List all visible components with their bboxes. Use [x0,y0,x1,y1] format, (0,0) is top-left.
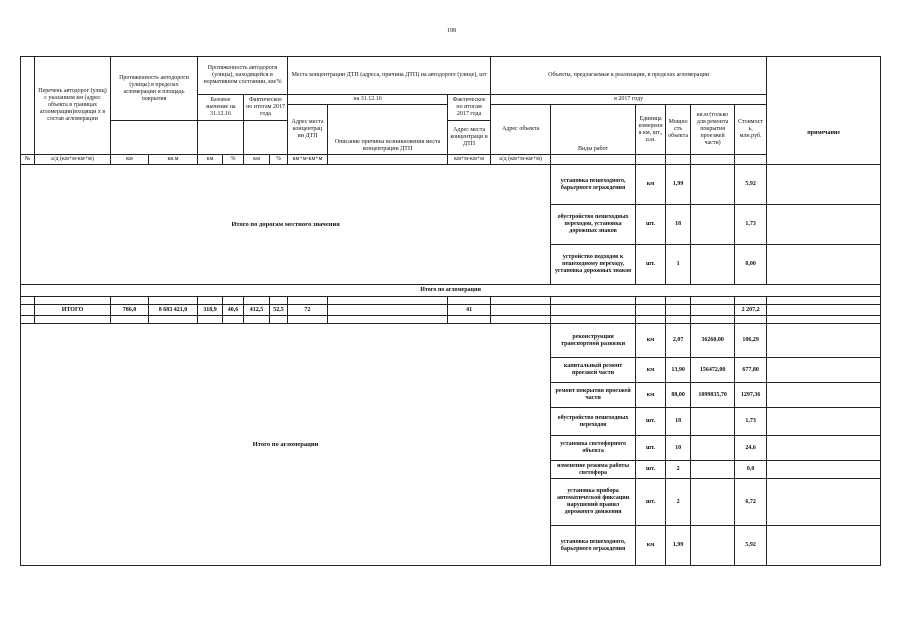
unit-cell: км [636,526,666,566]
local-roads-label: Итого по дорогам местного значения [21,165,551,285]
header-unit: Единица измерени я км, шт., п.м. [636,105,666,155]
area-cell: 1099835,70 [691,383,735,408]
work-type-cell: установка пешеходного, барьерного ограждения [551,526,636,566]
total-cost: 2 207,2 [735,305,767,316]
cost-cell: 1,73 [735,205,767,245]
area-cell [691,479,735,526]
cost-cell: 5,92 [735,526,767,566]
header-dtp-address2: Адрес места концентраци и ДТП [448,121,491,155]
qty-cell: 88,00 [666,383,691,408]
header-on-date: на 31.12.16 [288,95,448,105]
work-type-cell: обустройство пешеходных переходов [551,408,636,436]
unit-cell: шт. [636,205,666,245]
work-type-cell: капитальный ремонт проезжей части [551,358,636,383]
cost-cell: 677,80 [735,358,767,383]
qty-cell: 1 [666,245,691,285]
cost-cell: 24,6 [735,436,767,461]
unit-cell: км [636,383,666,408]
header-dtp-description: Описание причины возникновения места концентрации ДТП [328,105,448,155]
report-table-sheet [20,56,880,566]
work-type-cell: устройство подходов к пешеходному переходу, установка дорожных знаков [551,245,636,285]
area-cell [691,436,735,461]
header-normative-group: Протяженность автодороги (улицы), находящейся в нормативном состоянии, км/% [198,57,288,95]
unit-km: км [111,155,149,165]
unit-kmm2: км+м-км+м [448,155,491,165]
header-base-value: Базовое значение на 31.12.16 [198,95,244,121]
page-number: 198 [447,28,456,34]
unit-cell: шт. [636,479,666,526]
cost-cell: 1297,36 [735,383,767,408]
table-row [21,324,881,358]
qty-cell: 18 [666,205,691,245]
header-dtp-group: Места концентрации ДТП (адреса, причина ДТП) на автодороге (улице), шт [288,57,491,95]
header-road-list: Перечень автодорог (улиц) с указанием км (адрес объекта в границах агломерации)входящи х в состав агломерации [35,57,111,155]
area-cell [691,408,735,436]
area-cell [691,526,735,566]
qty-cell: 1,99 [666,165,691,205]
total-label: ИТОГО [35,305,111,316]
report-table [20,56,881,566]
work-type-cell: установка пешеходного, барьерного ограждения [551,165,636,205]
qty-cell: 2 [666,479,691,526]
qty-cell: 2 [666,461,691,479]
unit-kvm: кв.м [149,155,198,165]
work-type-cell: установка прибора автоматической фиксации нарушений правил дорожного движения [551,479,636,526]
unit-km-fact: км [244,155,270,165]
work-type-cell: реконструкция транспортной развязки [551,324,636,358]
total-dtp-fact: 41 [448,305,491,316]
unit-cell: км [636,324,666,358]
area-cell [691,165,735,205]
area-cell [691,245,735,285]
qty-cell: 1,99 [666,526,691,566]
header-num: № [21,155,35,165]
unit-cell: км [636,358,666,383]
total-base-pct: 40,6 [223,305,244,316]
cost-cell: 6,72 [735,479,767,526]
total-dtp-base: 72 [288,305,328,316]
cost-cell: 0,0 [735,461,767,479]
header-actual-2017: Фактическое по итогам 2017 года [448,95,491,121]
header-note: примечание [767,57,881,165]
unit-ad2: а/д (км+м-км+м) [491,155,551,165]
agglomeration-total-label: Итого по агломерации [21,324,551,566]
agglomeration-section-title: Итого по агломерации [21,285,881,297]
table-row [21,165,881,205]
cost-cell: 186,29 [735,324,767,358]
qty-cell: 2,07 [666,324,691,358]
total-length: 786,0 [111,305,149,316]
header-length-group: Протяженность автодороги (улицы) в пределах агломерации и площадь покрытия [111,57,198,121]
work-type-cell: обустройство пешеходных переходов, установка дорожных знаков [551,205,636,245]
header-actual-value: Фактическое по итогам 2017 года [244,95,288,121]
header-km-repair: кв.м (только для ремонта покрытия проезжей части) [691,105,735,155]
area-cell: 36260,00 [691,324,735,358]
unit-cell: шт. [636,245,666,285]
header-object-address: Адрес объекта [491,105,551,155]
cost-cell: 5,92 [735,165,767,205]
unit-cell: шт. [636,408,666,436]
unit-pct-base: % [223,155,244,165]
header-work-type: Виды работ [551,105,636,155]
work-type-cell: установка светофорного объекта [551,436,636,461]
unit-cell: шт. [636,436,666,461]
total-base-km: 318,9 [198,305,223,316]
unit-ad: а/д (км+м-км+м) [35,155,111,165]
header-objects-group: Объекты, предлагаемые к реализации, в пределах агломерации [491,57,767,95]
unit-km-base: км [198,155,223,165]
header-dtp-address: Адрес места концентрац ии ДТП [288,105,328,155]
unit-pct-fact: % [270,155,288,165]
header-capacity: Мощно сть объекта [666,105,691,155]
work-type-cell: изменение режима работы светофора [551,461,636,479]
total-fact-pct: 52,5 [270,305,288,316]
qty-cell: 10 [666,436,691,461]
header-year-2017: в 2017 году [491,95,767,105]
cost-cell: 0,00 [735,245,767,285]
total-area: 8 683 421,0 [149,305,198,316]
header-cost: Стоимост ь, млн.руб. [735,105,767,155]
total-row [21,305,881,316]
unit-kmm: км+м-км+м [288,155,328,165]
qty-cell: 18 [666,408,691,436]
work-type-cell: ремонт покрытия проезжей части [551,383,636,408]
unit-cell: шт. [636,461,666,479]
total-fact-km: 412,5 [244,305,270,316]
area-cell [691,461,735,479]
unit-cell: км [636,165,666,205]
cost-cell: 1,73 [735,408,767,436]
area-cell [691,205,735,245]
qty-cell: 13,90 [666,358,691,383]
area-cell: 156472,00 [691,358,735,383]
